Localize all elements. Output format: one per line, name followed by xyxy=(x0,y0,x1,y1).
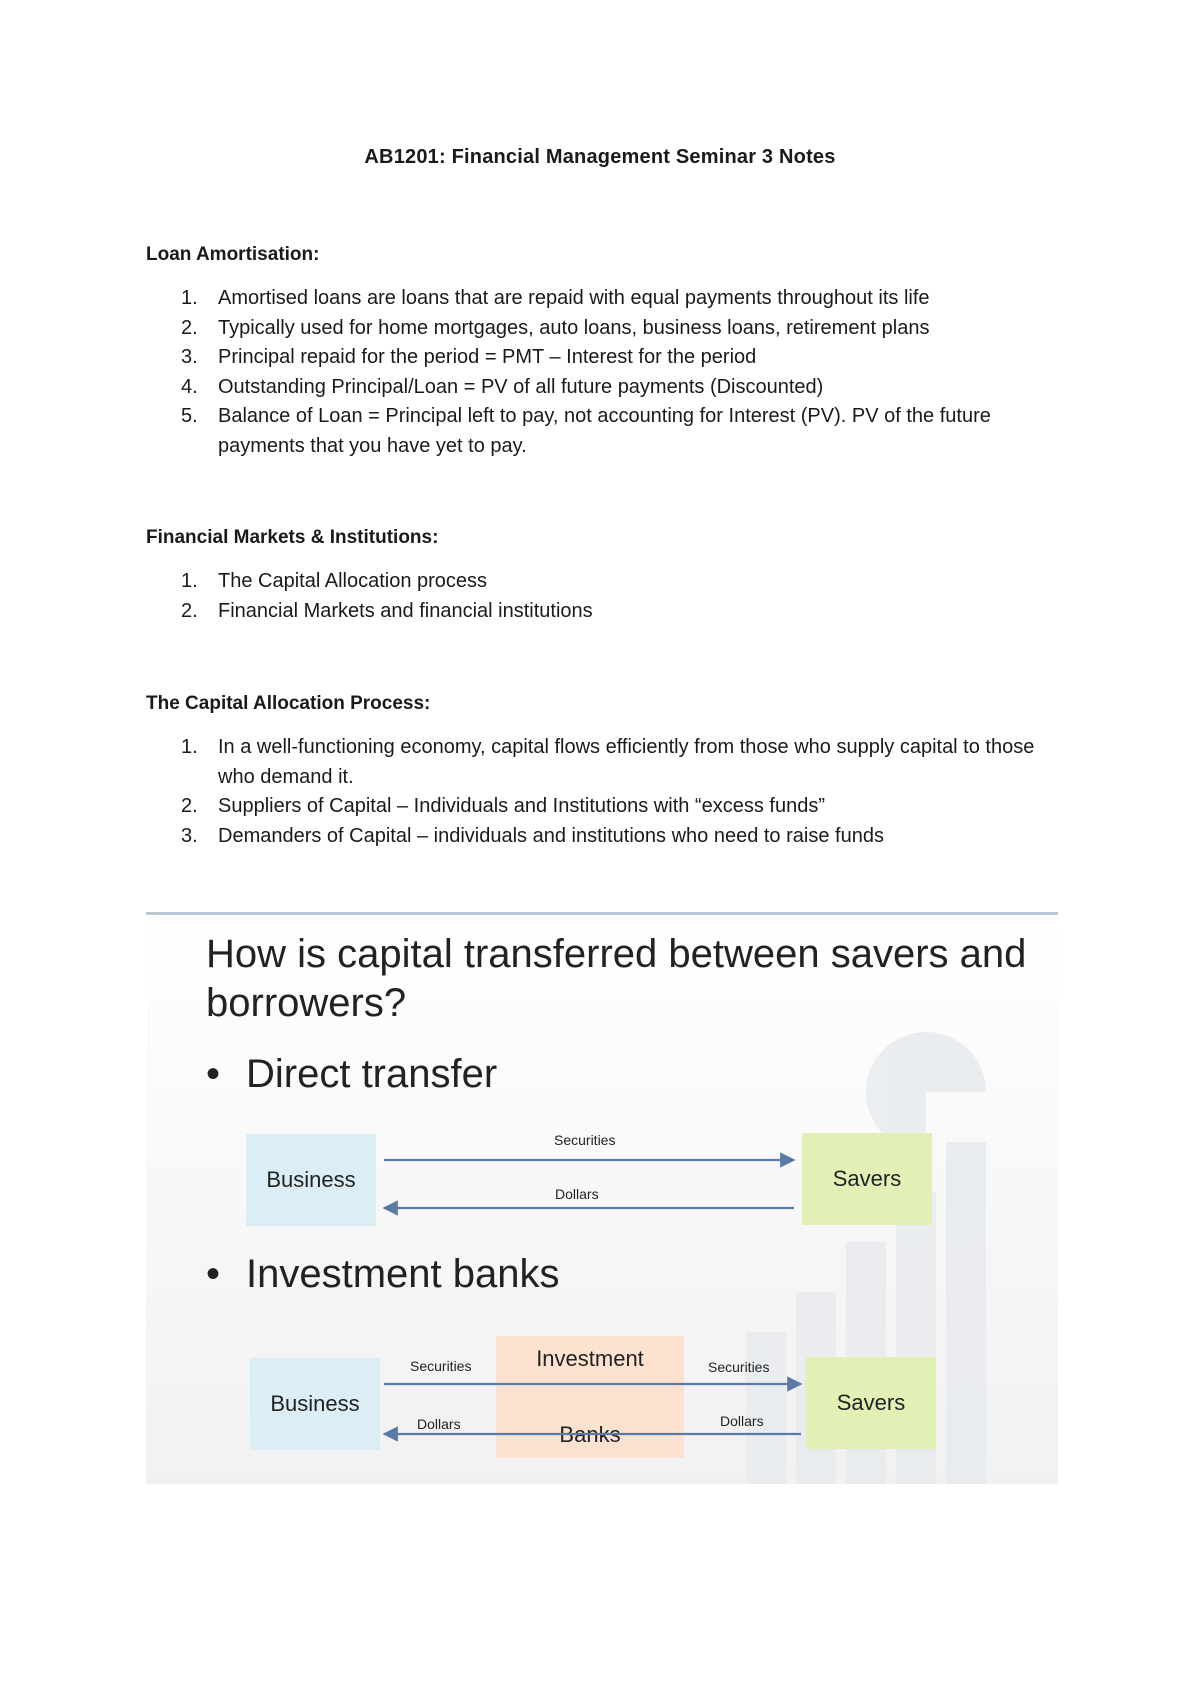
list-item xyxy=(146,597,1066,627)
list-text: Amortised loans are loans that are repaid with equal payments throughout its life xyxy=(218,287,930,309)
slide-title: How is capital transferred between savers and borrowers? xyxy=(206,932,1027,1025)
list-number: 3. xyxy=(181,824,198,847)
markets-list xyxy=(146,567,1066,626)
list-item xyxy=(146,373,1066,403)
list-text: In a well-functioning economy, capital flows efficiently from those who supply capital to those who demand it. xyxy=(218,736,1035,788)
document-title: AB1201: Financial Management Seminar 3 Notes xyxy=(364,146,836,168)
business-box: Business xyxy=(250,1358,380,1450)
banks-label: Banks xyxy=(559,1422,621,1447)
list-text: Balance of Loan = Principal left to pay, not accounting for Interest (PV). PV of the future payments that you have yet to pay. xyxy=(218,405,991,457)
list-number: 3. xyxy=(181,346,198,368)
list-item xyxy=(146,822,1066,852)
list-item xyxy=(146,343,1066,373)
loan-heading: Loan Amortisation: xyxy=(146,244,320,265)
investment-label: Investment xyxy=(536,1346,644,1371)
loan-list xyxy=(146,284,1066,461)
list-text: Demanders of Capital – individuals and institutions who need to raise funds xyxy=(218,824,884,847)
list-text: Typically used for home mortgages, auto loans, business loans, retirement plans xyxy=(218,316,930,339)
arrow-label-securities: Securities xyxy=(554,1132,616,1148)
flow-arrows xyxy=(146,912,1058,1484)
capital-list xyxy=(146,733,1066,851)
list-number: 1. xyxy=(181,287,198,309)
list-text: The Capital Allocation process xyxy=(218,570,488,592)
list-text: Financial Markets and financial institutions xyxy=(218,599,593,622)
list-number: 1. xyxy=(181,570,198,592)
arrow-label-securities: Securities xyxy=(708,1359,770,1375)
markets-heading: Financial Markets & Institutions: xyxy=(146,527,439,548)
capital-heading: The Capital Allocation Process: xyxy=(146,693,431,714)
list-text: Principal repaid for the period = PMT – Interest for the period xyxy=(218,346,757,368)
list-number: 2. xyxy=(181,795,198,817)
slide-figure xyxy=(146,912,1058,1484)
savers-box: Savers xyxy=(806,1357,936,1449)
list-item xyxy=(146,284,1066,314)
arrow-label-dollars: Dollars xyxy=(417,1416,461,1432)
list-number: 4. xyxy=(181,375,198,398)
list-item xyxy=(146,402,1066,461)
list-number: 2. xyxy=(181,599,198,622)
list-number: 2. xyxy=(181,316,198,339)
list-item xyxy=(146,733,1066,792)
list-text: Suppliers of Capital – Individuals and Institutions with “excess funds” xyxy=(218,795,825,817)
list-item xyxy=(146,792,1066,822)
business-box: Business xyxy=(246,1134,376,1226)
savers-box: Savers xyxy=(802,1133,932,1225)
bullet-dot: • xyxy=(206,1052,221,1096)
list-number: 5. xyxy=(181,405,198,427)
list-number: 1. xyxy=(181,736,198,758)
bullet-text: Direct transfer xyxy=(246,1052,498,1096)
bullet-text: Investment banks xyxy=(246,1252,560,1296)
arrow-label-securities: Securities xyxy=(410,1358,472,1374)
arrow-label-dollars: Dollars xyxy=(720,1413,764,1429)
list-text: Outstanding Principal/Loan = PV of all future payments (Discounted) xyxy=(218,375,824,398)
list-item xyxy=(146,314,1066,344)
arrow-label-dollars: Dollars xyxy=(555,1186,599,1202)
list-item xyxy=(146,567,1066,597)
bullet-dot: • xyxy=(206,1252,221,1296)
